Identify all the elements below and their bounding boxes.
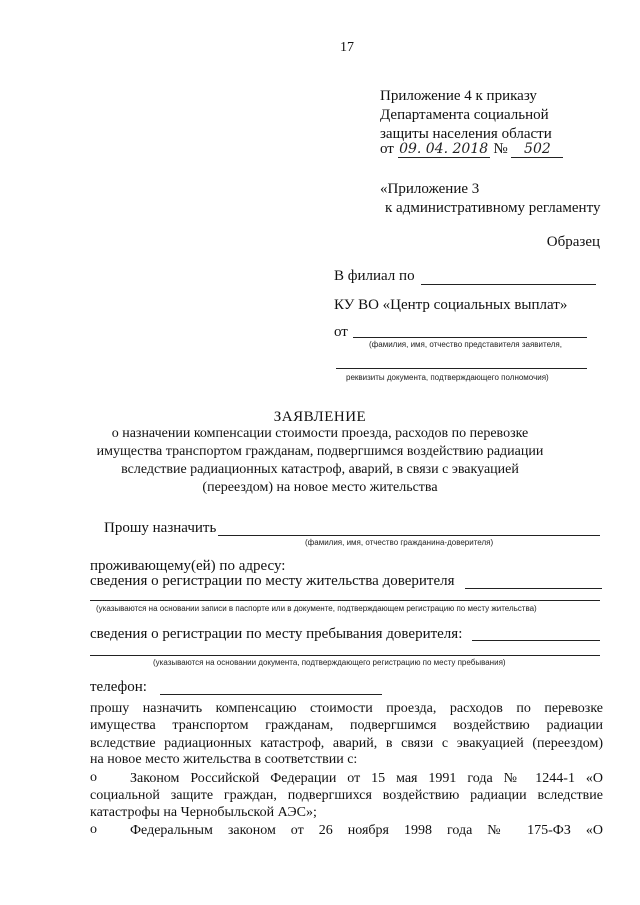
order-appendix-line3: защиты населения области [380, 126, 552, 142]
order-appendix-line2: Департамента социальной [380, 107, 549, 123]
doc-hint: реквизиты документа, подтверждающего полномочия) [346, 373, 549, 382]
reg-stay-underline [472, 640, 600, 641]
request-underline [218, 535, 600, 536]
reg-residence-label: сведения о регистрации по месту жительства доверителя [90, 573, 455, 589]
reg-stay-underline-2 [90, 655, 600, 656]
reg-appendix-line2: к административному регламенту [385, 200, 601, 216]
bullet1-line2: социальной защите граждан, подвергшихся воздействию радиации вследствие [90, 788, 603, 803]
request-hint: (фамилия, имя, отчество гражданина-доверителя) [305, 538, 494, 547]
bullet-marker-2: o [90, 822, 97, 837]
order-appendix-line1: Приложение 4 к приказу [380, 88, 537, 104]
reg-residence-underline [465, 588, 602, 589]
request-label: Прошу назначить [104, 520, 217, 536]
org-name: КУ ВО «Центр социальных выплат» [334, 297, 568, 313]
order-number-prefix: № [493, 141, 508, 157]
document-title: ЗАЯВЛЕНИЕ [273, 409, 367, 425]
reg-stay-label: сведения о регистрации по месту пребывания доверителя: [90, 626, 463, 642]
body-line2: имущества транспортом гражданам, подвергшимся воздействию радиации [90, 718, 603, 733]
bullet1-line1: Законом Российской Федерации от 15 мая 1991 года № 1244-1 «О [130, 771, 603, 786]
order-date-prefix: от [380, 141, 394, 157]
subtitle-line1: о назначении компенсации стоимости проезда, расходов по перевозке [111, 426, 529, 441]
doc-underline [336, 368, 587, 369]
bullet1-line3: катастрофы на Чернобыльской АЭС»; [90, 805, 317, 820]
residing-label: проживающему(ей) по адресу: [90, 558, 286, 574]
from-underline [353, 337, 587, 338]
branch-label: В филиал по [334, 268, 415, 284]
body-line3: вследствие радиационных катастроф, аварий, в связи с эвакуацией (переездом) [90, 736, 603, 751]
subtitle-line3: вследствие радиационных катастроф, аварий, в связи с эвакуацией [121, 462, 519, 477]
from-hint: (фамилия, имя, отчество представителя заявителя, [369, 340, 562, 349]
reg-residence-underline-2 [90, 600, 600, 601]
bullet-marker-1: o [90, 770, 97, 785]
subtitle-line4: (переездом) на новое место жительства [202, 480, 438, 495]
from-label: от [334, 324, 348, 340]
reg-stay-hint: (указываются на основании документа, подтверждающего регистрацию по месту пребывания) [153, 658, 506, 667]
sample-label: Образец [546, 234, 600, 250]
body-line4: на новое место жительства в соответствии с: [90, 752, 358, 767]
reg-appendix-line1: «Приложение 3 [380, 181, 480, 197]
page-number: 17 [340, 40, 354, 55]
body-line1: прошу назначить компенсацию стоимости проезда, расходов по перевозке [90, 701, 603, 716]
phone-underline [160, 694, 382, 695]
phone-label: телефон: [90, 679, 147, 695]
order-date-row [380, 141, 563, 158]
reg-residence-hint: (указываются на основании записи в паспорте или в документе, подтверждающем регистрацию по месту жительства) [96, 604, 537, 613]
branch-underline [421, 284, 596, 285]
order-number-value: 502 [511, 141, 563, 158]
order-date-value: 09. 04. 2018 [399, 141, 489, 157]
bullet2-line1: Федеральным законом от 26 ноября 1998 года № 175-ФЗ «О [130, 823, 603, 838]
subtitle-line2: имущества транспортом гражданам, подвергшимся воздействию радиации [96, 444, 544, 459]
